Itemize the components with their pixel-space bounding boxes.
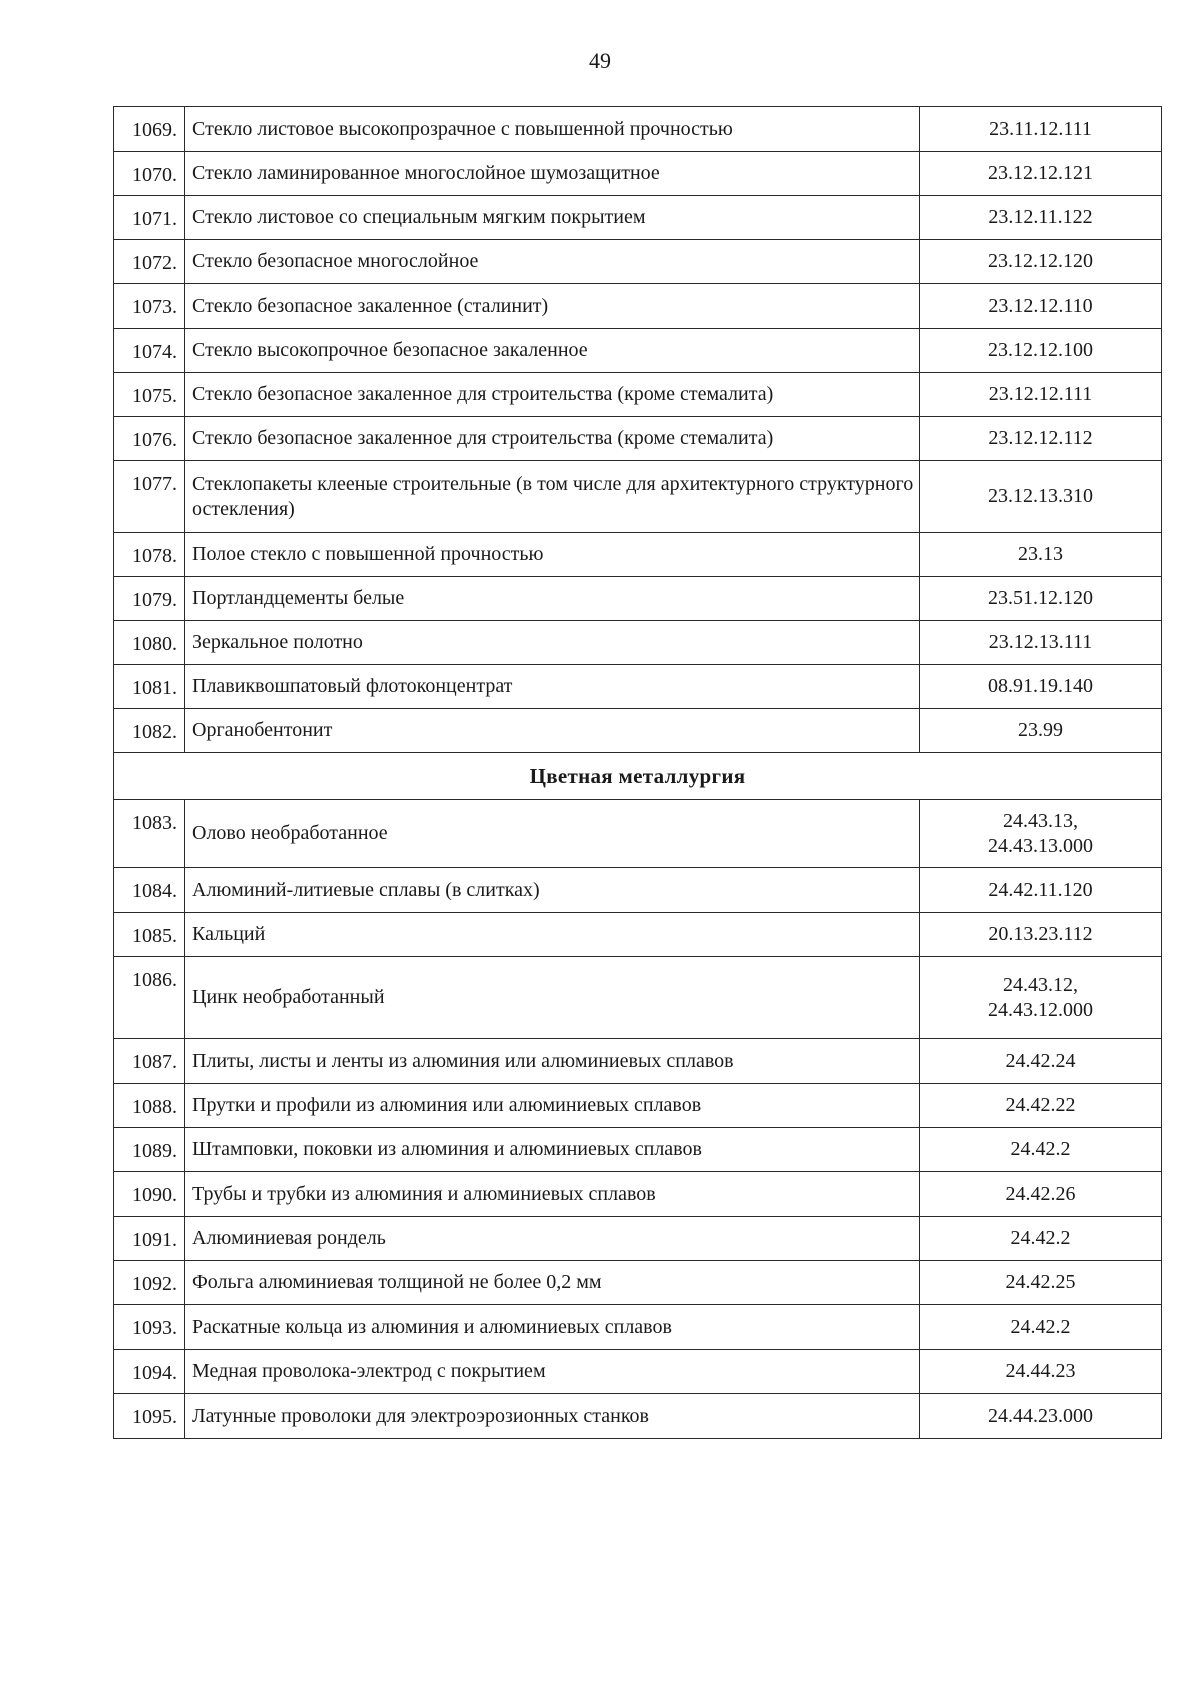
row-number: 1074. bbox=[114, 329, 185, 373]
row-number: 1081. bbox=[114, 665, 185, 709]
row-number: 1086. bbox=[114, 957, 185, 1039]
product-name: Стекло безопасное многослойное bbox=[185, 240, 920, 284]
product-name: Алюминиевая рондель bbox=[185, 1217, 920, 1261]
table-section bbox=[114, 753, 1162, 800]
okpd-code: 23.51.12.120 bbox=[920, 577, 1162, 621]
row-number: 1082. bbox=[114, 709, 185, 753]
table-row bbox=[114, 373, 1162, 417]
product-name: Стеклопакеты клееные строительные (в том числе для архитектурного структурного остекления) bbox=[185, 461, 920, 533]
okpd-code: 23.13 bbox=[920, 533, 1162, 577]
product-name: Раскатные кольца из алюминия и алюминиевых сплавов bbox=[185, 1305, 920, 1350]
okpd-code: 23.99 bbox=[920, 709, 1162, 753]
okpd-code-line: 24.44.23 bbox=[1005, 1360, 1076, 1382]
row-number: 1092. bbox=[114, 1261, 185, 1305]
okpd-code bbox=[920, 1350, 1162, 1394]
okpd-code bbox=[920, 1394, 1162, 1439]
product-name: Плавиквошпатовый флотоконцентрат bbox=[185, 665, 920, 709]
product-name: Полое стекло с повышенной прочностью bbox=[185, 533, 920, 577]
okpd-code bbox=[920, 1172, 1162, 1217]
table-row bbox=[114, 1084, 1162, 1128]
product-name: Олово необработанное bbox=[185, 800, 920, 868]
row-number: 1071. bbox=[114, 196, 185, 240]
okpd-code: 23.12.12.112 bbox=[920, 417, 1162, 461]
table-row bbox=[114, 665, 1162, 709]
row-number: 1076. bbox=[114, 417, 185, 461]
table-row bbox=[114, 196, 1162, 240]
product-name: Органобентонит bbox=[185, 709, 920, 753]
row-number: 1090. bbox=[114, 1172, 185, 1217]
row-number: 1079. bbox=[114, 577, 185, 621]
okpd-code bbox=[920, 1305, 1162, 1350]
product-name: Зеркальное полотно bbox=[185, 621, 920, 665]
okpd-code-line: 24.42.2 bbox=[1010, 1138, 1071, 1160]
table-row bbox=[114, 868, 1162, 913]
page-number: 49 bbox=[589, 48, 611, 73]
okpd-code bbox=[920, 1128, 1162, 1172]
table-row bbox=[114, 1217, 1162, 1261]
okpd-code: 23.12.11.122 bbox=[920, 196, 1162, 240]
product-name: Стекло листовое высокопрозрачное с повышенной прочностью bbox=[185, 107, 920, 152]
okpd-code-line: 24.42.22 bbox=[1005, 1094, 1076, 1116]
row-number: 1077. bbox=[114, 461, 185, 533]
okpd-code-line: 24.42.26 bbox=[1005, 1182, 1076, 1205]
table-row bbox=[114, 107, 1162, 152]
row-number: 1075. bbox=[114, 373, 185, 417]
okpd-code-line: 24.42.2 bbox=[1010, 1315, 1071, 1338]
okpd-code: 23.12.12.121 bbox=[920, 152, 1162, 196]
table-row bbox=[114, 152, 1162, 196]
products-table bbox=[113, 106, 1162, 1439]
row-number: 1089. bbox=[114, 1128, 185, 1172]
okpd-code-line: 24.42.2 bbox=[1010, 1227, 1071, 1249]
okpd-code: 23.12.12.100 bbox=[920, 329, 1162, 373]
okpd-code: 23.12.13.310 bbox=[920, 461, 1162, 533]
okpd-code: 23.12.13.111 bbox=[920, 621, 1162, 665]
table-row bbox=[114, 329, 1162, 373]
table-row bbox=[114, 240, 1162, 284]
table-row bbox=[114, 461, 1162, 533]
okpd-code bbox=[920, 957, 1162, 1039]
table-row bbox=[114, 284, 1162, 329]
row-number: 1091. bbox=[114, 1217, 185, 1261]
row-number: 1080. bbox=[114, 621, 185, 665]
table-row bbox=[114, 1261, 1162, 1305]
okpd-code bbox=[920, 868, 1162, 913]
okpd-code-line: 24.42.25 bbox=[1005, 1271, 1076, 1293]
row-number: 1084. bbox=[114, 868, 185, 913]
row-number: 1073. bbox=[114, 284, 185, 329]
okpd-code-line: 24.44.23.000 bbox=[988, 1404, 1093, 1427]
row-number: 1088. bbox=[114, 1084, 185, 1128]
product-name: Стекло высокопрочное безопасное закаленное bbox=[185, 329, 920, 373]
okpd-code-line: 24.43.13.000 bbox=[988, 834, 1093, 857]
row-number: 1078. bbox=[114, 533, 185, 577]
section-title: Цветная металлургия bbox=[114, 753, 1162, 800]
product-name: Стекло безопасное закаленное для строительства (кроме стемалита) bbox=[185, 417, 920, 461]
row-number: 1072. bbox=[114, 240, 185, 284]
okpd-code-line: 24.42.11.120 bbox=[988, 878, 1093, 901]
table-row bbox=[114, 1350, 1162, 1394]
table-row bbox=[114, 1128, 1162, 1172]
row-number: 1094. bbox=[114, 1350, 185, 1394]
row-number: 1093. bbox=[114, 1305, 185, 1350]
row-number: 1083. bbox=[114, 800, 185, 868]
table-row bbox=[114, 709, 1162, 753]
product-name: Стекло листовое со специальным мягким покрытием bbox=[185, 196, 920, 240]
table-body-bottom bbox=[114, 800, 1162, 1439]
okpd-code-line: 20.13.23.112 bbox=[988, 923, 1093, 945]
section-row bbox=[114, 753, 1162, 800]
okpd-code bbox=[920, 1261, 1162, 1305]
okpd-code-line: 24.43.12, bbox=[1003, 973, 1078, 996]
okpd-code: 23.11.12.111 bbox=[920, 107, 1162, 152]
table-row bbox=[114, 621, 1162, 665]
table-row bbox=[114, 1305, 1162, 1350]
row-number: 1070. bbox=[114, 152, 185, 196]
okpd-code bbox=[920, 1039, 1162, 1084]
product-name: Прутки и профили из алюминия или алюминиевых сплавов bbox=[185, 1084, 920, 1128]
okpd-code: 23.12.12.111 bbox=[920, 373, 1162, 417]
table-row bbox=[114, 1394, 1162, 1439]
table-row bbox=[114, 800, 1162, 868]
table-row bbox=[114, 913, 1162, 957]
product-name: Стекло безопасное закаленное (сталинит) bbox=[185, 284, 920, 329]
table-row bbox=[114, 1172, 1162, 1217]
table-row bbox=[114, 533, 1162, 577]
okpd-code-line: 24.43.13, bbox=[1003, 809, 1078, 832]
table-row bbox=[114, 577, 1162, 621]
product-name: Цинк необработанный bbox=[185, 957, 920, 1039]
product-name: Портландцементы белые bbox=[185, 577, 920, 621]
okpd-code bbox=[920, 913, 1162, 957]
product-name: Стекло ламинированное многослойное шумозащитное bbox=[185, 152, 920, 196]
product-name: Медная проволока-электрод с покрытием bbox=[185, 1350, 920, 1394]
okpd-code: 08.91.19.140 bbox=[920, 665, 1162, 709]
product-name: Кальций bbox=[185, 913, 920, 957]
product-name: Штамповки, поковки из алюминия и алюминиевых сплавов bbox=[185, 1128, 920, 1172]
table-row bbox=[114, 417, 1162, 461]
row-number: 1069. bbox=[114, 107, 185, 152]
product-name: Алюминий-литиевые сплавы (в слитках) bbox=[185, 868, 920, 913]
okpd-code-line: 24.43.12.000 bbox=[988, 998, 1093, 1021]
okpd-code: 23.12.12.120 bbox=[920, 240, 1162, 284]
product-name: Стекло безопасное закаленное для строительства (кроме стемалита) bbox=[185, 373, 920, 417]
row-number: 1085. bbox=[114, 913, 185, 957]
okpd-code bbox=[920, 800, 1162, 868]
okpd-code-line: 24.42.24 bbox=[1005, 1049, 1076, 1072]
okpd-code bbox=[920, 1084, 1162, 1128]
product-name: Плиты, листы и ленты из алюминия или алюминиевых сплавов bbox=[185, 1039, 920, 1084]
product-name: Фольга алюминиевая толщиной не более 0,2 мм bbox=[185, 1261, 920, 1305]
row-number: 1095. bbox=[114, 1394, 185, 1439]
table-row bbox=[114, 957, 1162, 1039]
okpd-code bbox=[920, 1217, 1162, 1261]
table-body-top bbox=[114, 107, 1162, 753]
product-name: Трубы и трубки из алюминия и алюминиевых сплавов bbox=[185, 1172, 920, 1217]
row-number: 1087. bbox=[114, 1039, 185, 1084]
okpd-code: 23.12.12.110 bbox=[920, 284, 1162, 329]
table-row bbox=[114, 1039, 1162, 1084]
product-name: Латунные проволоки для электроэрозионных станков bbox=[185, 1394, 920, 1439]
